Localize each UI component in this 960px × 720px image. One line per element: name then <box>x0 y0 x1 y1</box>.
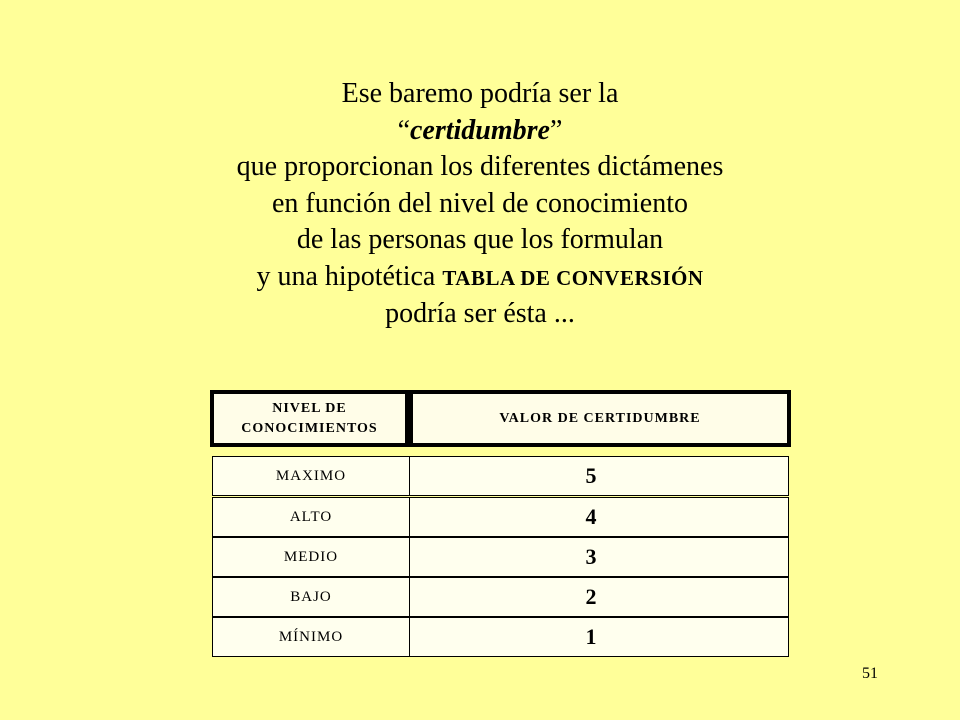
header-left-cell <box>210 390 409 447</box>
value-cell: 5 <box>585 463 597 488</box>
tabla-de-conversion-label: TABLA DE CONVERSIÓN <box>442 265 704 290</box>
level-cell: BAJO <box>213 578 410 616</box>
value-cell: 1 <box>585 624 597 649</box>
table-row <box>212 456 789 496</box>
header-right-cell <box>409 390 791 447</box>
header-left-line1: NIVEL DE <box>272 400 347 416</box>
table-row <box>212 617 789 657</box>
value-cell: 4 <box>585 504 597 529</box>
text-line-3: que proporcionan los diferentes dictámenes <box>236 151 724 182</box>
slide-body-text <box>0 76 960 333</box>
table-row <box>212 577 789 617</box>
table-row <box>212 537 789 577</box>
level-cell: MEDIO <box>213 538 410 576</box>
header-right-label: VALOR DE CERTIDUMBRE <box>413 394 787 443</box>
value-cell: 2 <box>585 584 597 609</box>
certidumbre-emphasis: certidumbre <box>410 114 550 146</box>
close-quote: ” <box>550 114 563 146</box>
header-left-line2: CONOCIMIENTOS <box>241 420 378 436</box>
open-quote: “ <box>397 114 410 146</box>
level-cell: ALTO <box>213 498 410 536</box>
text-line-7: podría ser ésta ... <box>385 298 575 329</box>
text-line-1: Ese baremo podría ser la <box>341 78 619 109</box>
text-line-6-prefix: y una hipotética <box>256 260 443 292</box>
level-cell: MAXIMO <box>213 457 410 495</box>
text-line-2 <box>0 113 960 150</box>
conversion-table <box>210 390 791 657</box>
page-number: 51 <box>862 665 878 682</box>
text-line-5: de las personas que los formulan <box>296 224 664 255</box>
table-row <box>212 497 789 537</box>
level-cell: MÍNIMO <box>213 618 410 656</box>
text-line-4: en función del nivel de conocimiento <box>272 187 688 219</box>
text-line-6 <box>0 259 960 297</box>
value-cell: 3 <box>585 544 597 569</box>
